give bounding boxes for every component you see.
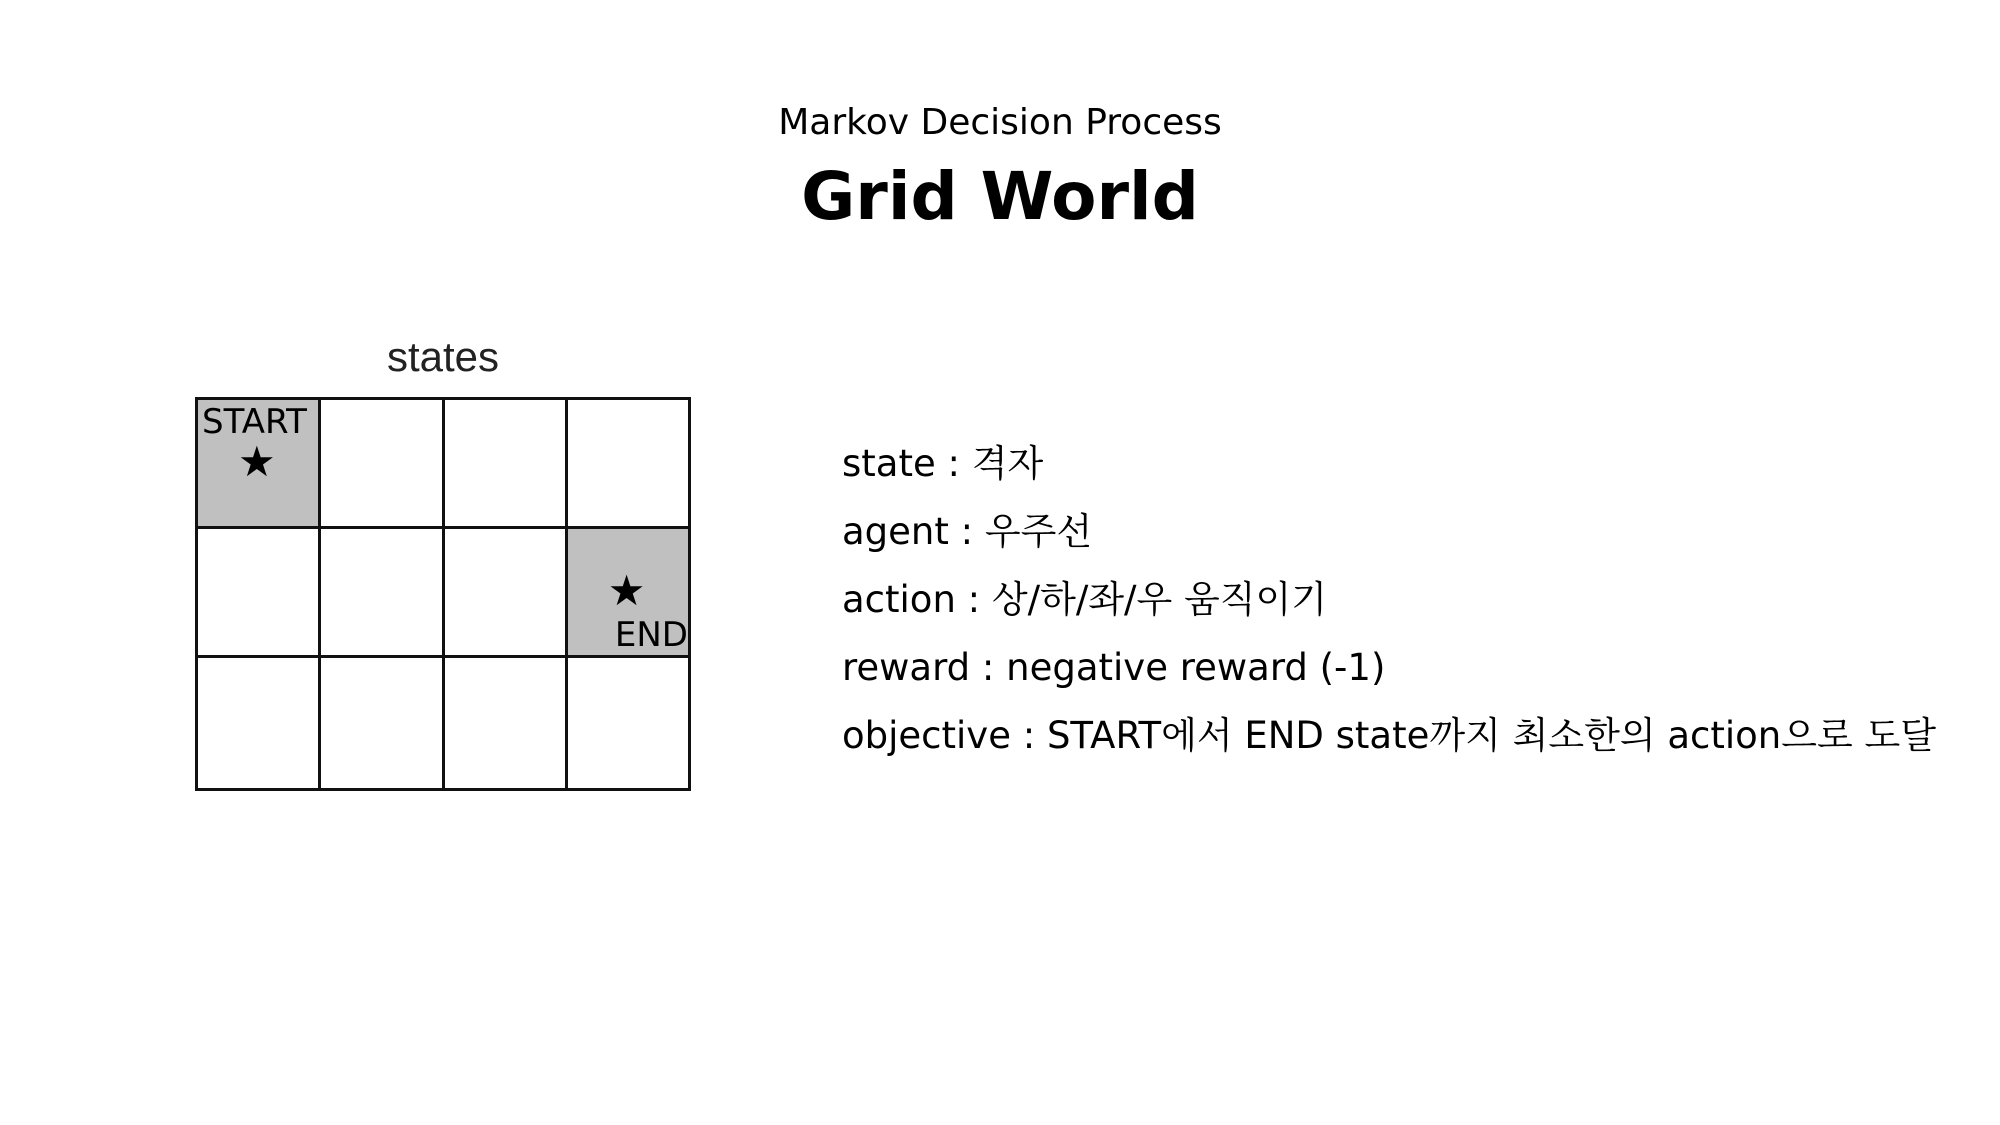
grid-world-diagram (195, 330, 691, 785)
star-icon: ★ (607, 566, 646, 615)
grid-cell (320, 657, 443, 790)
grid-row (197, 528, 690, 657)
grid-cell (443, 657, 566, 790)
grid-row (197, 399, 690, 528)
definition-agent: agent : 우주선 (842, 510, 1093, 553)
grid-cell (443, 399, 566, 528)
grid-table (195, 397, 691, 791)
grid-cell (443, 528, 566, 657)
grid-cell (197, 528, 320, 657)
definition-list (842, 430, 1962, 770)
grid-cell (566, 399, 689, 528)
start-label: START (202, 402, 307, 442)
grid-label: states (386, 333, 500, 380)
star-icon: ★ (238, 437, 276, 486)
grid-cell (197, 657, 320, 790)
grid-cell (320, 528, 443, 657)
definition-objective: objective : START에서 END state까지 최소한의 action으로 도달 (842, 714, 1936, 757)
page-title: Grid World (801, 158, 1199, 235)
page-subtitle: Markov Decision Process (778, 102, 1222, 143)
definition-reward: reward : negative reward (-1) (842, 646, 1386, 689)
grid-row (197, 657, 690, 790)
grid-cell-end (566, 528, 689, 657)
definition-action: action : 상/하/좌/우 움직이기 (842, 578, 1327, 621)
definition-state: state : 격자 (842, 442, 1044, 485)
end-label: END (614, 615, 688, 655)
grid-cell-start (197, 399, 320, 528)
grid-cell (566, 657, 689, 790)
grid-cell (320, 399, 443, 528)
